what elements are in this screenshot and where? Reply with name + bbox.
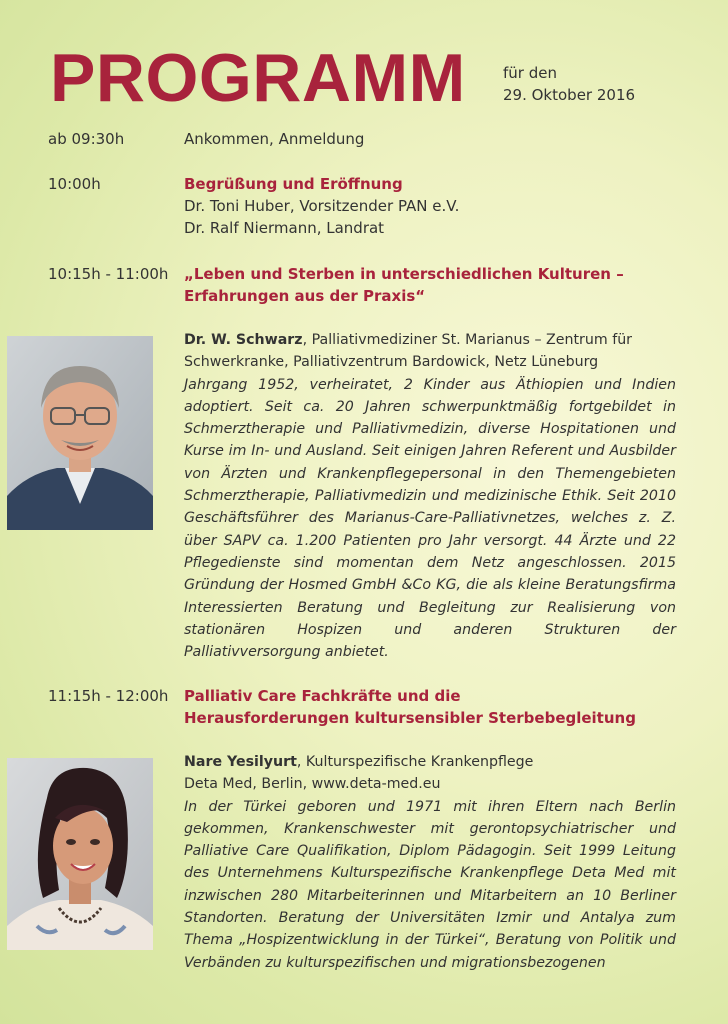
speaker-name: Nare Yesilyurt xyxy=(184,754,297,770)
speaker-bio-yesilyurt xyxy=(184,751,676,974)
agenda-time: 10:15h - 11:00h xyxy=(48,265,169,283)
speaker-biography: Jahrgang 1952, verheiratet, 2 Kinder aus Äthiopien und Indien adoptiert. Seit ca. 20 Jahren schwerpunktmäßig fortgebildet in Schmerztherapie und Palliativmedizin, diverse Hospitationen und Kurse im In- und Ausland. Seit einigen Jahren Referent und Ausbilder von Ärzten und Krankenpflegepersonal in den Themengebieten Schmerztherapie, Palliativmedizin und medizinische Ethik. Seit 2010 Geschäftsführer des Marianus-Care-Palliativnetzes, welches z. Z. über SAPV ca. 1.200 Patienten pro Jahr versorgt. 44 Ärzte und 22 Pflegedienste sind momentan dem Netz angeschlossen. 2015 Gründung der Hosmed GmbH &Co KG, die als kleine Beratungsfirma Interessierten Beratung und Begleitung zur Realisierung von stationären Hospizen und anderen Strukturen der Palliativversorgung anbietet. xyxy=(184,376,676,661)
date-value: 29. Oktober 2016 xyxy=(503,86,636,104)
speaker-role: , Kulturspezifische Krankenpflege xyxy=(296,754,534,770)
speaker-biography: In der Türkei geboren und 1971 mit ihren Eltern nach Berlin gekommen, Krankenschwester mit gerontopsychiatrischer und Palliative Care Qualifikation, Diplom Pädagogin. Seit 1999 Leitung des Unternehmens Kulturspezifische Krankenpflege Deta Med mit inzwischen 280 Mitarbeiterinnen und Mitarbeitern an 10 Berliner Standorten. Beratung der Universitäten Izmir und Antalya zum Thema „Hospizentwicklung in der Türkei“, Beratung von Politik und Verbänden zu kulturspezifischen und migrationsbezogenen xyxy=(184,798,676,971)
agenda-description: Ankommen, Anmeldung xyxy=(184,130,365,148)
agenda-title-line: Palliativ Care Fachkräfte und die xyxy=(184,687,461,705)
agenda-description xyxy=(184,685,676,729)
speaker-role: , Palliativmediziner St. Marianus – Zentrum für Schwerkranke, Palliativzentrum Bardowick, Netz Lüneburg xyxy=(184,332,633,371)
date-prefix: für den xyxy=(503,64,557,82)
event-date xyxy=(503,62,635,106)
speaker-heading xyxy=(184,329,676,374)
agenda-description xyxy=(184,263,676,307)
agenda-speaker: Dr. Ralf Niermann, Landrat xyxy=(184,219,385,237)
agenda-time: ab 09:30h xyxy=(48,130,125,148)
agenda-time: 10:00h xyxy=(48,175,101,193)
agenda-description xyxy=(184,173,676,239)
agenda-title-line: Herausforderungen kultursensibler Sterbebegleitung xyxy=(184,709,636,727)
agenda-speaker: Dr. Toni Huber, Vorsitzender PAN e.V. xyxy=(184,197,460,215)
agenda-title-line: Erfahrungen aus der Praxis“ xyxy=(184,287,426,305)
speaker-photo-yesilyurt xyxy=(7,758,153,950)
speaker-bio-schwarz xyxy=(184,329,676,663)
page-title: PROGRAMM xyxy=(50,40,466,116)
speaker-name: Dr. W. Schwarz xyxy=(184,332,303,348)
speaker-heading xyxy=(184,751,676,773)
speaker-photo-schwarz xyxy=(7,336,153,530)
agenda-time: 11:15h - 12:00h xyxy=(48,687,169,705)
speaker-affiliation: Deta Med, Berlin, www.deta-med.eu xyxy=(184,776,441,793)
agenda-title: Begrüßung und Eröffnung xyxy=(184,175,403,193)
agenda-title-line: „Leben und Sterben in unterschiedlichen Kulturen – xyxy=(184,265,624,283)
